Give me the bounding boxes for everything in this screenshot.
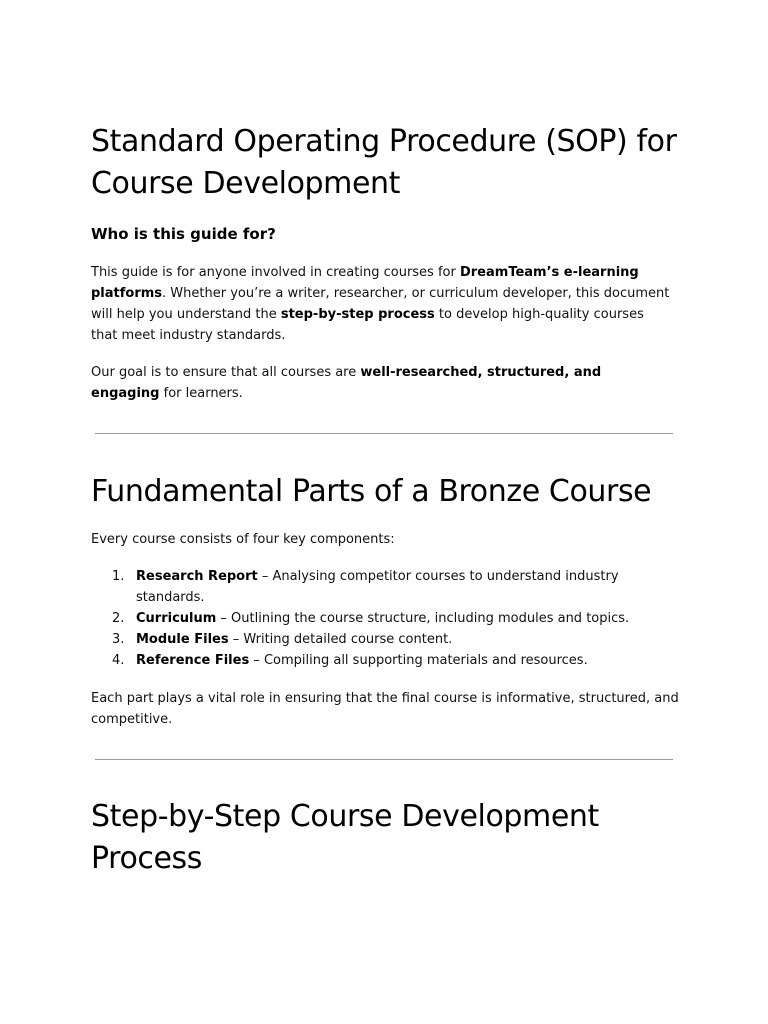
section-divider	[95, 759, 673, 760]
list-item-desc: – Outlining the course structure, including modules and topics.	[216, 611, 630, 626]
list-item-desc: – Writing detailed course content.	[228, 632, 453, 647]
fundamentals-heading: Fundamental Parts of a Bronze Course	[91, 474, 652, 509]
list-item-term: Research Report	[136, 569, 258, 584]
document-title: Standard Operating Procedure (SOP) for Course Development	[91, 124, 677, 201]
goal-paragraph: Our goal is to ensure that all courses are well-researched, structured, and engaging for learners.	[91, 365, 602, 401]
list-item-term: Module Files	[136, 632, 229, 647]
list-number: 4.	[112, 653, 125, 668]
list-item-desc: – Analysing competitor courses to understand industry standards.	[136, 569, 619, 605]
who-heading: Who is this guide for?	[91, 225, 276, 243]
components-list	[91, 566, 671, 671]
list-item-term: Curriculum	[136, 611, 217, 626]
section-divider	[95, 433, 673, 434]
list-item-term: Reference Files	[136, 653, 250, 668]
fundamentals-intro: Every course consists of four key components:	[91, 532, 395, 547]
list-item-desc: – Compiling all supporting materials and resources.	[249, 653, 588, 668]
list-item	[91, 629, 671, 650]
list-number: 2.	[112, 611, 125, 626]
intro-paragraph: This guide is for anyone involved in creating courses for DreamTeam’s e-learning platforms. Whether you’re a writer, researcher, or curriculum developer, this document will help you understand the step-by-step process to develop high-quality courses that meet industry standards.	[91, 265, 670, 343]
goal-emphasis: well-researched, structured, and engaging	[91, 365, 602, 401]
process-heading: Step-by-Step Course Development Process	[91, 799, 599, 876]
list-item	[91, 650, 671, 671]
process-emphasis: step-by-step process	[280, 307, 435, 322]
platform-name: DreamTeam’s e-learning platforms	[91, 265, 639, 301]
list-number: 1.	[112, 569, 125, 584]
fundamentals-closing: Each part plays a vital role in ensuring that the final course is informative, structured, and competitive.	[91, 691, 679, 727]
list-item	[91, 608, 671, 629]
list-item	[91, 566, 671, 608]
list-number: 3.	[112, 632, 125, 647]
